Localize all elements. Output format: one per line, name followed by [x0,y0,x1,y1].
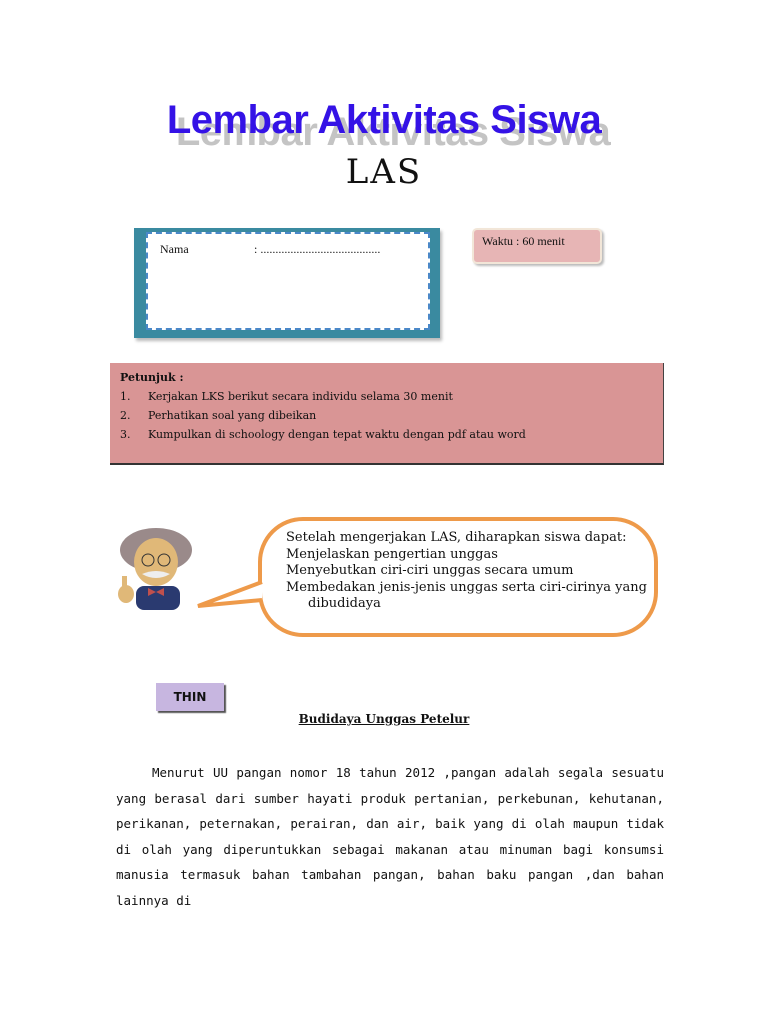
instructions-box [110,363,664,465]
name-field: : ........................................ [254,242,381,256]
page-title: Lembar Aktivitas Siswa [166,98,602,142]
learning-goals: Setelah mengerjakan LAS, diharapkan siswa dapat: Menjelaskan pengertian unggas Menyebutkan ciri-ciri unggas secara umum Membedakan jenis-jenis unggas serta ciri-cirinya yang dibudidaya [286,530,647,611]
body-paragraph: Menurut UU pangan nomor 18 tahun 2012 ,pangan adalah segala sesuatu yang berasal dari sumber hayati produk pertanian, perkebunan, kehutanan, perikanan, peternakan, perairan, dan air, baik yang di olah maupun tidak di olah yang diperuntukkan sebagai makanan atau minuman bagi konsumsi manusia termasuk bahan tambahan pangan, bahan baku pangan ,dan bahan lainnya di [116,765,664,908]
instructions-heading: Petunjuk : [120,371,184,384]
time-box: Waktu : 60 menit [472,228,602,264]
list-item: 2. Perhatikan soal yang dibeikan [120,409,317,422]
list-item: 3. Kumpulkan di schoology dengan tepat waktu dengan pdf atau word [120,428,526,441]
goal-item: Menjelaskan pengertian unggas [286,546,498,562]
list-item: 1. Kerjakan LKS berikut secara individu selama 30 menit [120,390,453,403]
level-tag: THIN [156,683,224,711]
subtitle: LAS [345,152,423,192]
goal-item: Menyebutkan ciri-ciri unggas secara umum [286,563,574,578]
section-title: Budidaya Unggas Petelur [298,712,470,726]
name-label: Nama [160,242,189,256]
speech-bubble-tail [196,578,264,614]
goal-item: Membedakan jenis-jenis unggas serta ciri-cirinya yang [286,579,647,595]
professor-illustration-icon [112,520,198,610]
